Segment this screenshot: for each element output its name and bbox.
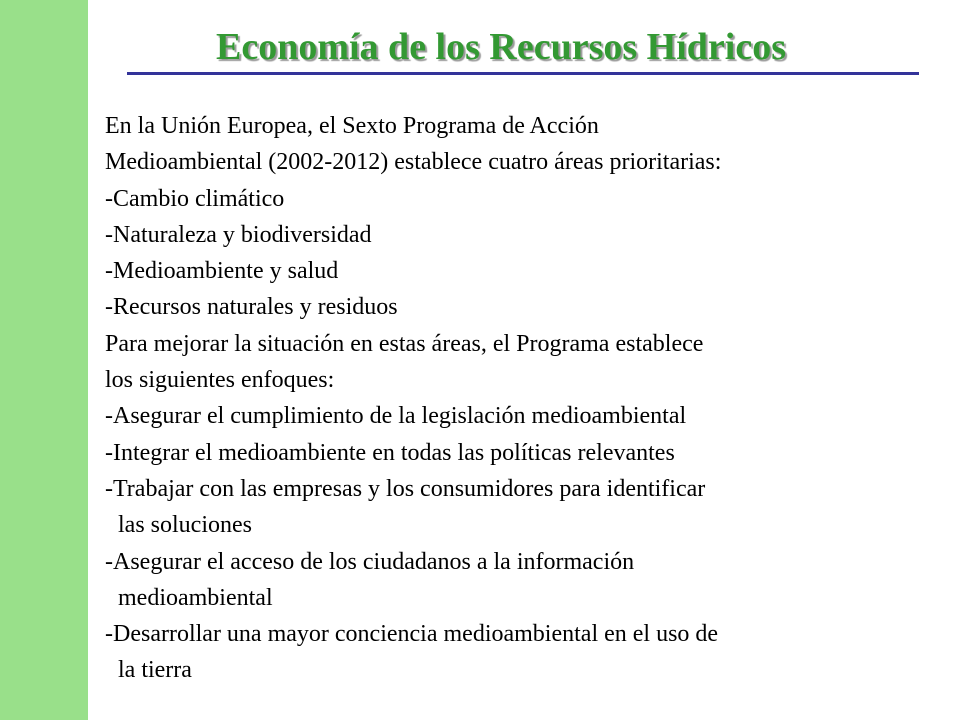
body-line-intro-2: Medioambiental (2002-2012) establece cuatro áreas prioritarias: <box>105 149 722 176</box>
slide-body <box>105 108 935 689</box>
body-line-intro-1: En la Unión Europea, el Sexto Programa de Acción <box>105 113 599 139</box>
approach-item-awareness-cont: la tierra <box>118 657 192 684</box>
title-underline-rule <box>127 72 919 75</box>
priority-item-climate: -Cambio climático <box>105 185 285 212</box>
approach-item-business: -Trabajar con las empresas y los consumidores para identificar <box>105 475 706 502</box>
priority-item-resources: -Recursos naturales y residuos <box>105 294 398 321</box>
priority-item-nature: -Naturaleza y biodiversidad <box>105 221 372 248</box>
body-line-approach-2: los siguientes enfoques: <box>105 367 335 394</box>
approach-item-integrate: -Integrar el medioambiente en todas las políticas relevantes <box>105 439 675 466</box>
approach-item-business-cont: las soluciones <box>118 512 252 539</box>
slide-title: Economía de los Recursos Hídricos <box>216 26 786 68</box>
approach-item-awareness: -Desarrollar una mayor conciencia medioambiental en el uso de <box>105 621 719 648</box>
approach-item-compliance: -Asegurar el cumplimiento de la legislación medioambiental <box>105 403 687 430</box>
body-line-approach-1: Para mejorar la situación en estas áreas, el Programa establece <box>105 330 704 357</box>
side-accent-bar <box>0 0 88 720</box>
priority-item-health: -Medioambiente y salud <box>105 258 339 285</box>
approach-item-access: -Asegurar el acceso de los ciudadanos a la información <box>105 548 635 575</box>
approach-item-access-cont: medioambiental <box>118 584 273 611</box>
